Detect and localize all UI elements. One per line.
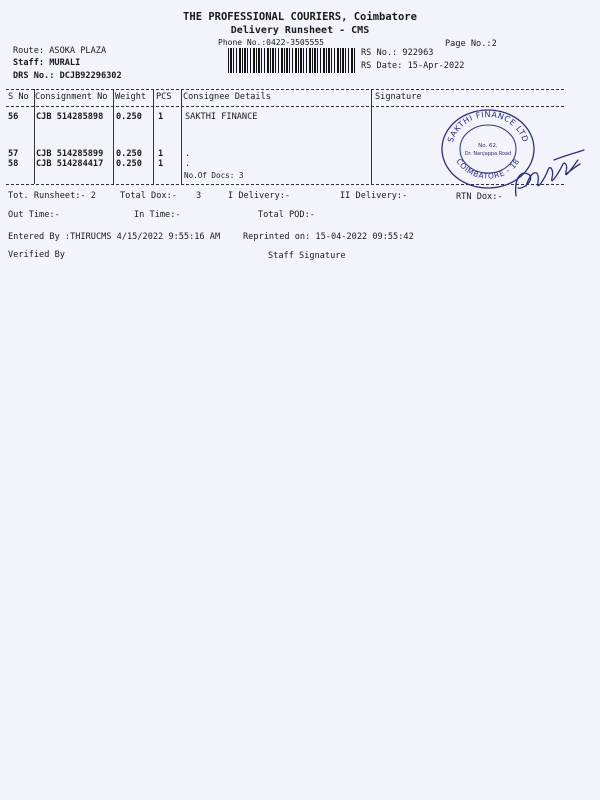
column-header-pcs: PCS bbox=[156, 92, 172, 102]
row-sno: 56 bbox=[8, 112, 19, 122]
row-consignee: . bbox=[185, 149, 191, 159]
row-weight: 0.250 bbox=[116, 149, 142, 159]
svg-text:SAKTHI FINANCE LTD bbox=[446, 110, 530, 144]
row-consignment: CJB 514284417 bbox=[36, 159, 104, 169]
i-delivery: I Delivery:- bbox=[228, 191, 291, 201]
rs-date: RS Date: 15-Apr-2022 bbox=[361, 61, 465, 71]
verified-by: Verified By bbox=[8, 250, 65, 260]
row-pcs: 1 bbox=[158, 159, 164, 169]
column-header-weight: Weight bbox=[115, 92, 147, 102]
row-consignee: . bbox=[185, 159, 191, 169]
phone-number: Phone No.:0422-3505555 bbox=[218, 38, 324, 47]
column-header-consignee: Consignee Details bbox=[183, 92, 271, 102]
row-pcs: 1 bbox=[158, 112, 164, 122]
total-runsheet: Tot. Runsheet:- 2 bbox=[8, 191, 96, 201]
handwritten-signature bbox=[506, 140, 588, 204]
total-dox-value: 3 bbox=[196, 191, 202, 201]
column-divider bbox=[371, 89, 372, 184]
rtn-dox: RTN Dox:- bbox=[456, 192, 503, 202]
table-top-rule bbox=[6, 89, 564, 90]
seal-address-line-1: No. 62, bbox=[478, 143, 498, 149]
staff-signature: Staff Signature bbox=[268, 251, 346, 261]
total-pod: Total POD:- bbox=[258, 210, 315, 220]
row-consignee: SAKTHI FINANCE bbox=[185, 112, 258, 122]
out-time: Out Time:- bbox=[8, 210, 60, 220]
row-sno: 57 bbox=[8, 149, 19, 159]
row-weight: 0.250 bbox=[116, 159, 142, 169]
barcode bbox=[228, 48, 356, 73]
seal-top-text: SAKTHI FINANCE LTD bbox=[446, 109, 530, 144]
no-of-docs: No.Of Docs: 3 bbox=[184, 171, 244, 180]
drs-number: DRS No.: DCJB92296302 bbox=[13, 71, 122, 81]
column-header-sno: S No bbox=[8, 92, 29, 102]
staff-name: Staff: MURALI bbox=[13, 58, 81, 68]
total-dox-label: Total Dox:- bbox=[120, 191, 177, 201]
column-divider bbox=[34, 89, 35, 184]
rs-number: RS No.: 922963 bbox=[361, 48, 434, 58]
reprinted-on: Reprinted on: 15-04-2022 09:55:42 bbox=[243, 232, 414, 242]
in-time: In Time:- bbox=[134, 210, 181, 220]
row-consignment: CJB 514285898 bbox=[36, 112, 104, 122]
row-weight: 0.250 bbox=[116, 112, 142, 122]
column-header-consignment: Consignment No bbox=[35, 92, 108, 102]
row-consignment: CJB 514285899 bbox=[36, 149, 104, 159]
column-divider bbox=[113, 89, 114, 184]
column-divider bbox=[181, 89, 182, 184]
row-pcs: 1 bbox=[158, 149, 164, 159]
report-title: THE PROFESSIONAL COURIERS, Coimbatore bbox=[183, 11, 417, 23]
ii-delivery: II Delivery:- bbox=[340, 191, 408, 201]
report-subtitle: Delivery Runsheet - CMS bbox=[230, 25, 370, 36]
column-divider bbox=[153, 89, 154, 184]
seal-bottom-text: COIMBATORE - 18 bbox=[454, 156, 522, 181]
seal-address-line-2: Dr. Nanjappa Road bbox=[464, 151, 512, 157]
column-header-signature: Signature bbox=[375, 92, 422, 102]
page-number: Page No.:2 bbox=[445, 39, 497, 49]
route: Route: ASOKA PLAZA bbox=[13, 46, 107, 56]
row-sno: 58 bbox=[8, 159, 19, 169]
entered-by: Entered By :THIRUCMS 4/15/2022 9:55:16 AM bbox=[8, 232, 221, 242]
